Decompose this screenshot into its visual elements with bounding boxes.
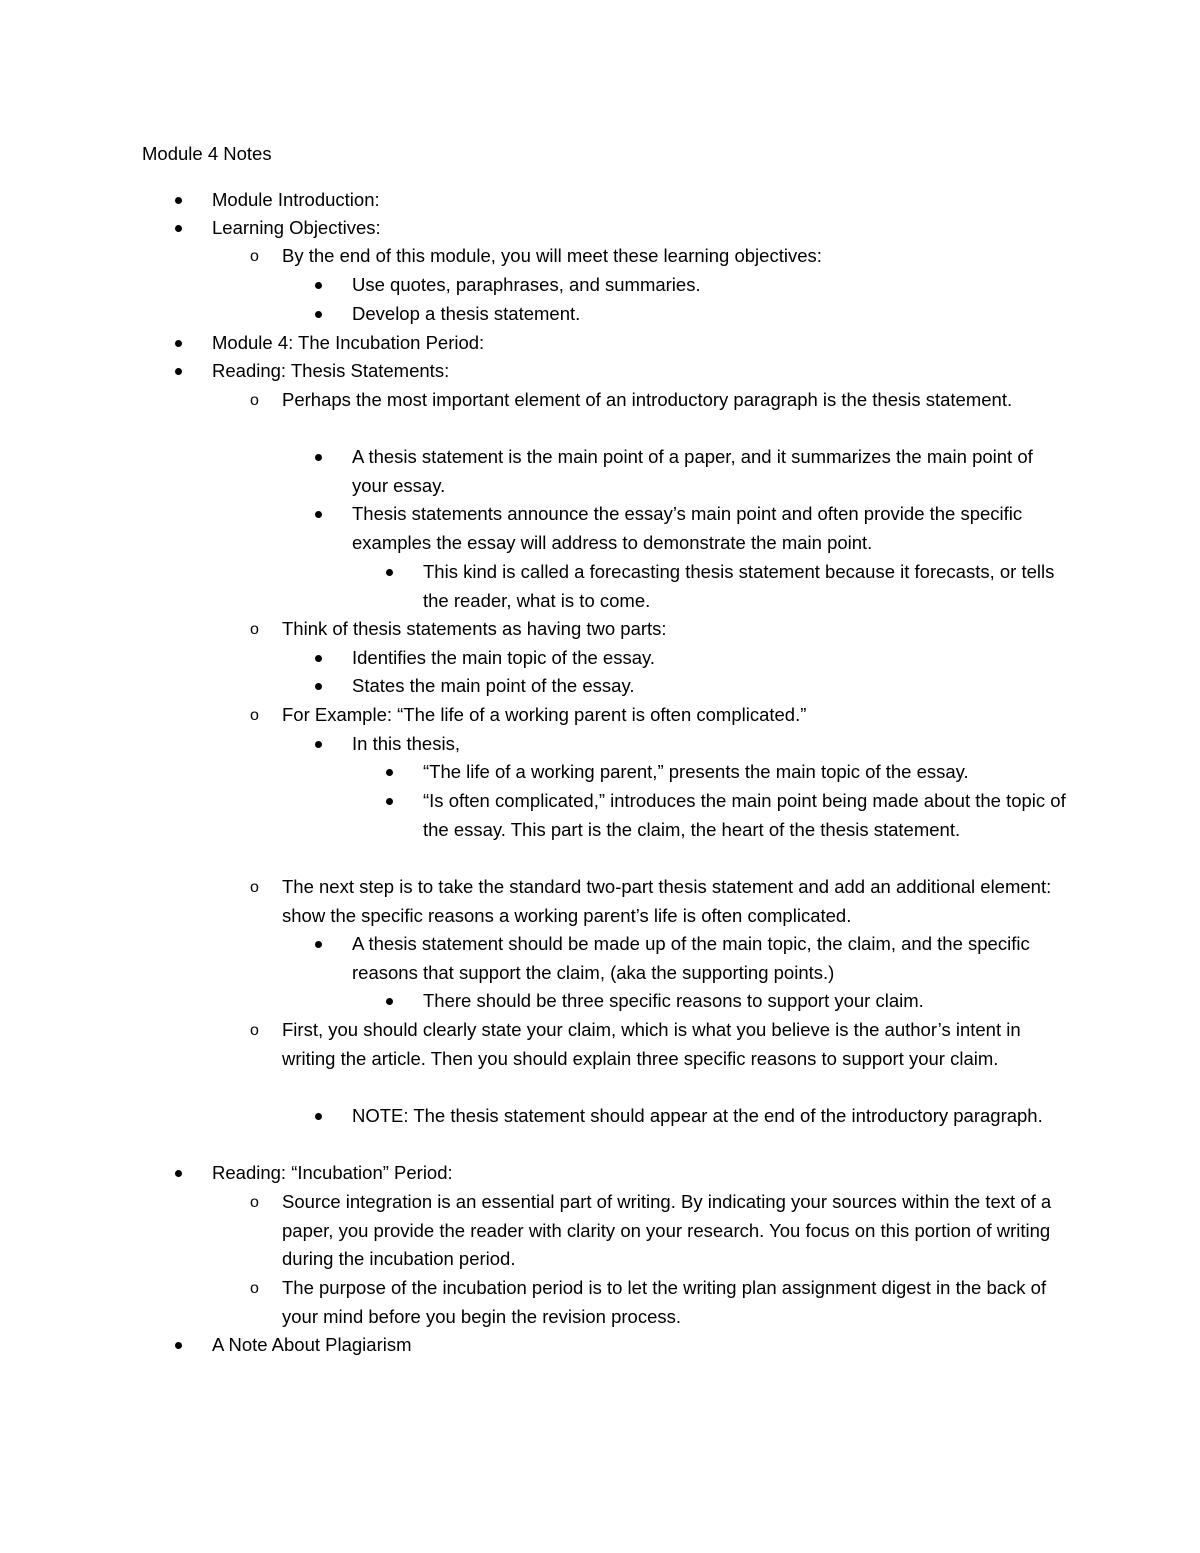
list-item-text: The next step is to take the standard two-part thesis statement and add an additional element: show the specific reasons a working parent’s life is often complicated. (282, 876, 1052, 926)
list-item-text: A thesis statement is the main point of a paper, and it summarizes the main point of your essay. (352, 446, 1033, 496)
list-item-text: Module 4: The Incubation Period: (212, 332, 485, 353)
circle-marker: o (250, 879, 259, 896)
circle-marker: o (250, 621, 259, 638)
list-item-text: States the main point of the essay. (352, 675, 635, 696)
list-item-text: Source integration is an essential part of writing. By indicating your sources within the text of a paper, you provide the reader with clarity on your research. You focus on this portion of writing during the incubation period. (282, 1191, 1052, 1270)
list-item (352, 930, 1072, 987)
list-item (352, 443, 1072, 500)
list-item-text: A thesis statement should be made up of the main topic, the claim, and the specific reasons that support the claim, (aka the supporting points.) (352, 933, 1030, 983)
list-item-text: Think of thesis statements as having two parts: (282, 618, 667, 639)
circle-marker: o (250, 1280, 259, 1297)
list-item (352, 271, 1072, 300)
list-item (250, 1274, 1072, 1331)
list-item (212, 214, 1072, 243)
list-item (250, 701, 1072, 730)
list-item-text: In this thesis, (352, 733, 460, 754)
list-item (423, 758, 1073, 787)
list-item (250, 615, 1072, 644)
list-item (352, 672, 1072, 701)
list-item (352, 500, 1072, 557)
list-item (212, 1331, 1072, 1360)
list-item-text: Thesis statements announce the essay’s main point and often provide the specific examples the essay will address to demonstrate the main point. (352, 503, 1023, 553)
circle-marker: o (250, 248, 259, 265)
list-item-text: Perhaps the most important element of an introductory paragraph is the thesis statement. (282, 389, 1013, 410)
list-item-text: There should be three specific reasons to support your claim. (423, 990, 924, 1011)
list-item-text: Module Introduction: (212, 189, 380, 210)
list-item-text: First, you should clearly state your claim, which is what you believe is the author’s intent in writing the article. Then you should explain three specific reasons to support your claim. (282, 1019, 1021, 1069)
list-item (250, 386, 1072, 415)
list-item-text: Identifies the main topic of the essay. (352, 647, 656, 668)
list-item (212, 1159, 1072, 1188)
list-item (352, 1102, 1072, 1131)
list-item-text: “Is often complicated,” introduces the main point being made about the topic of the essay. This part is the claim, the heart of the thesis statement. (423, 790, 1066, 840)
list-item (352, 644, 1072, 673)
page-title: Module 4 Notes (142, 143, 272, 164)
list-item-text: A Note About Plagiarism (212, 1334, 412, 1355)
circle-marker: o (250, 707, 259, 724)
list-item (212, 357, 1072, 386)
list-item (352, 300, 1072, 329)
list-item-text: NOTE: The thesis statement should appear at the end of the introductory paragraph. (352, 1105, 1043, 1126)
list-item (423, 558, 1073, 615)
list-item-text: Use quotes, paraphrases, and summaries. (352, 274, 701, 295)
list-item (250, 242, 1072, 271)
list-item (423, 987, 1073, 1016)
list-item-text: For Example: “The life of a working parent is often complicated.” (282, 704, 807, 725)
list-item-text: Develop a thesis statement. (352, 303, 581, 324)
list-item (250, 1016, 1072, 1073)
list-item (250, 1188, 1072, 1274)
list-item-text: By the end of this module, you will meet these learning objectives: (282, 245, 822, 266)
list-item-text: “The life of a working parent,” presents the main topic of the essay. (423, 761, 969, 782)
list-item (212, 186, 1072, 215)
list-item (423, 787, 1073, 844)
list-item (250, 873, 1072, 930)
circle-marker: o (250, 1022, 259, 1039)
list-item (212, 329, 1072, 358)
list-item-text: Reading: “Incubation” Period: (212, 1162, 453, 1183)
list-item-text: Learning Objectives: (212, 217, 381, 238)
list-item-text: The purpose of the incubation period is to let the writing plan assignment digest in the back of your mind before you begin the revision process. (282, 1277, 1047, 1327)
list-item-text: Reading: Thesis Statements: (212, 360, 450, 381)
list-item (352, 730, 1072, 759)
list-item-text: This kind is called a forecasting thesis statement because it forecasts, or tells the reader, what is to come. (423, 561, 1055, 611)
circle-marker: o (250, 1194, 259, 1211)
circle-marker: o (250, 392, 259, 409)
